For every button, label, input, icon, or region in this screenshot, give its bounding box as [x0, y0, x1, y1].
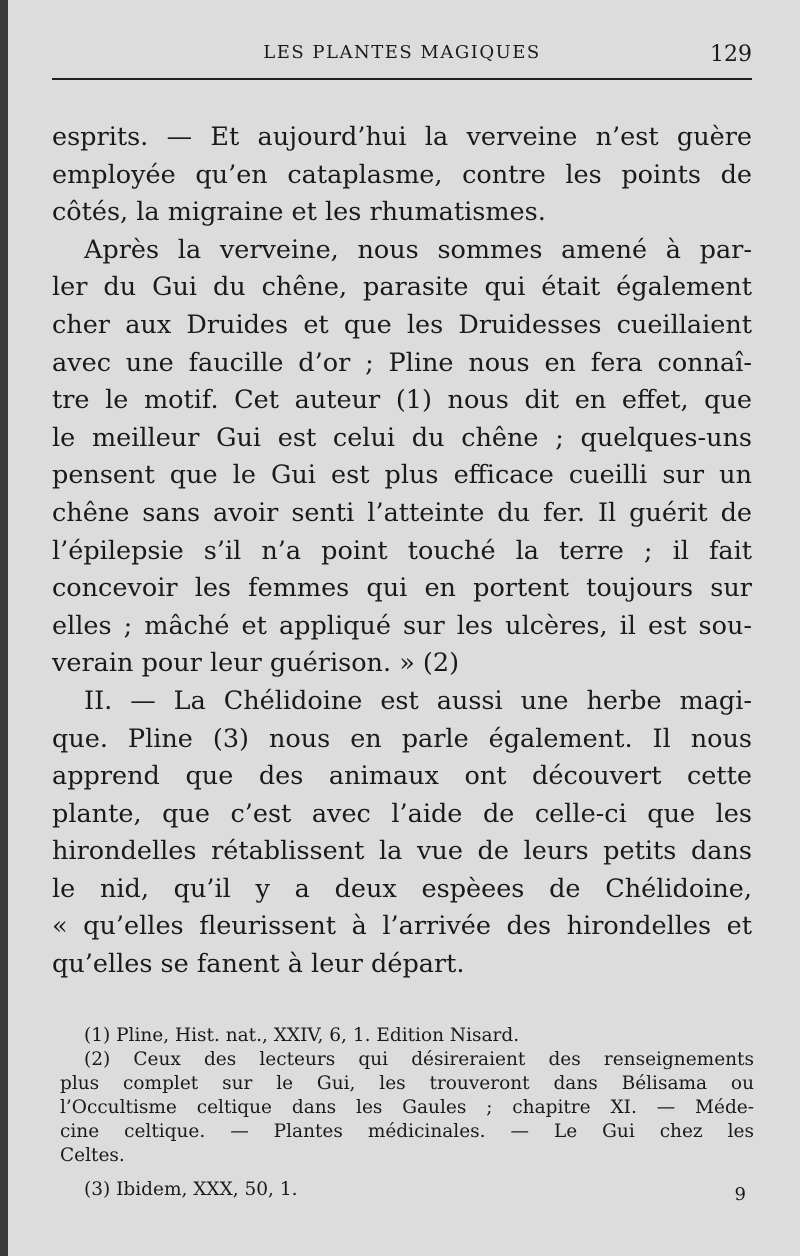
text-line: le meilleur Gui est celui du chêne ; quelques-uns [52, 422, 752, 453]
text-line: que. Pline (3) nous en parle également. Il nous [52, 723, 752, 754]
main-text [52, 119, 752, 984]
text-line: cher aux Druides et que les Druidesses cueillaient [52, 309, 752, 340]
text-line: ler du Gui du chêne, parasite qui était également [52, 272, 752, 303]
text-line: le nid, qu’il y a deux espèees de Chélidoine, [52, 873, 752, 904]
text-line: II. — La Chélidoine est aussi une herbe magi- [84, 685, 752, 716]
footnote-line: l’Occultisme celtique dans les Gaules ; chapitre XI. — Méde- [60, 1097, 754, 1118]
text-line: esprits. — Et aujourd’hui la verveine n’est guère [52, 122, 752, 152]
text-line: « qu’elles fleurissent à l’arrivée des hirondelles et [52, 911, 752, 942]
text-line: qu’elles se fanent à leur départ. [52, 949, 465, 980]
text-line: hirondelles rétablissent la vue de leurs petits dans [52, 836, 752, 867]
footnote-line: (3) Ibidem, XXX, 50, 1. [84, 1179, 298, 1200]
book-page [8, 0, 800, 1256]
text-line: chêne sans avoir senti l’atteinte du fer. Il guérit de [52, 497, 752, 528]
text-line: verain pour leur guérison. » (2) [52, 648, 460, 679]
footnote-line: (2) Ceux des lecteurs qui désireraient des renseignements [84, 1049, 754, 1070]
text-line: concevoir les femmes qui en portent toujours sur [52, 573, 752, 604]
text-line: avec une faucille d’or ; Pline nous en fera connaî- [52, 347, 752, 378]
page-number: 129 [710, 42, 752, 67]
text-line: l’épilepsie s’il n’a point touché la terre ; il fait [52, 535, 752, 566]
footnote-line: plus complet sur le Gui, les trouveront dans Bélisama ou [60, 1073, 754, 1094]
text-line: Après la verveine, nous sommes amené à par- [84, 234, 752, 265]
text-line: apprend que des animaux ont découvert cette [52, 761, 752, 792]
text-line: tre le motif. Cet auteur (1) nous dit en effet, que [52, 385, 752, 416]
page-header [52, 38, 752, 80]
footnote-line: cine celtique. — Plantes médicinales. — Le Gui chez les [60, 1121, 754, 1142]
text-line: pensent que le Gui est plus efficace cueilli sur un [52, 460, 752, 491]
footnotes [60, 1024, 754, 1202]
footnote-line: (1) Pline, Hist. nat., XXIV, 6, 1. Edition Nisard. [84, 1025, 520, 1046]
text-line: côtés, la migraine et les rhumatismes. [52, 197, 546, 228]
signature-mark: 9 [734, 1184, 746, 1205]
text-line: plante, que c’est avec l’aide de celle-ci que les [52, 798, 752, 829]
text-line: employée qu’en cataplasme, contre les points de [52, 159, 752, 190]
running-title: LES PLANTES MAGIQUES [263, 42, 541, 63]
text-line: elles ; mâché et appliqué sur les ulcères, il est sou- [52, 610, 752, 641]
footnote-line: Celtes. [60, 1145, 125, 1166]
